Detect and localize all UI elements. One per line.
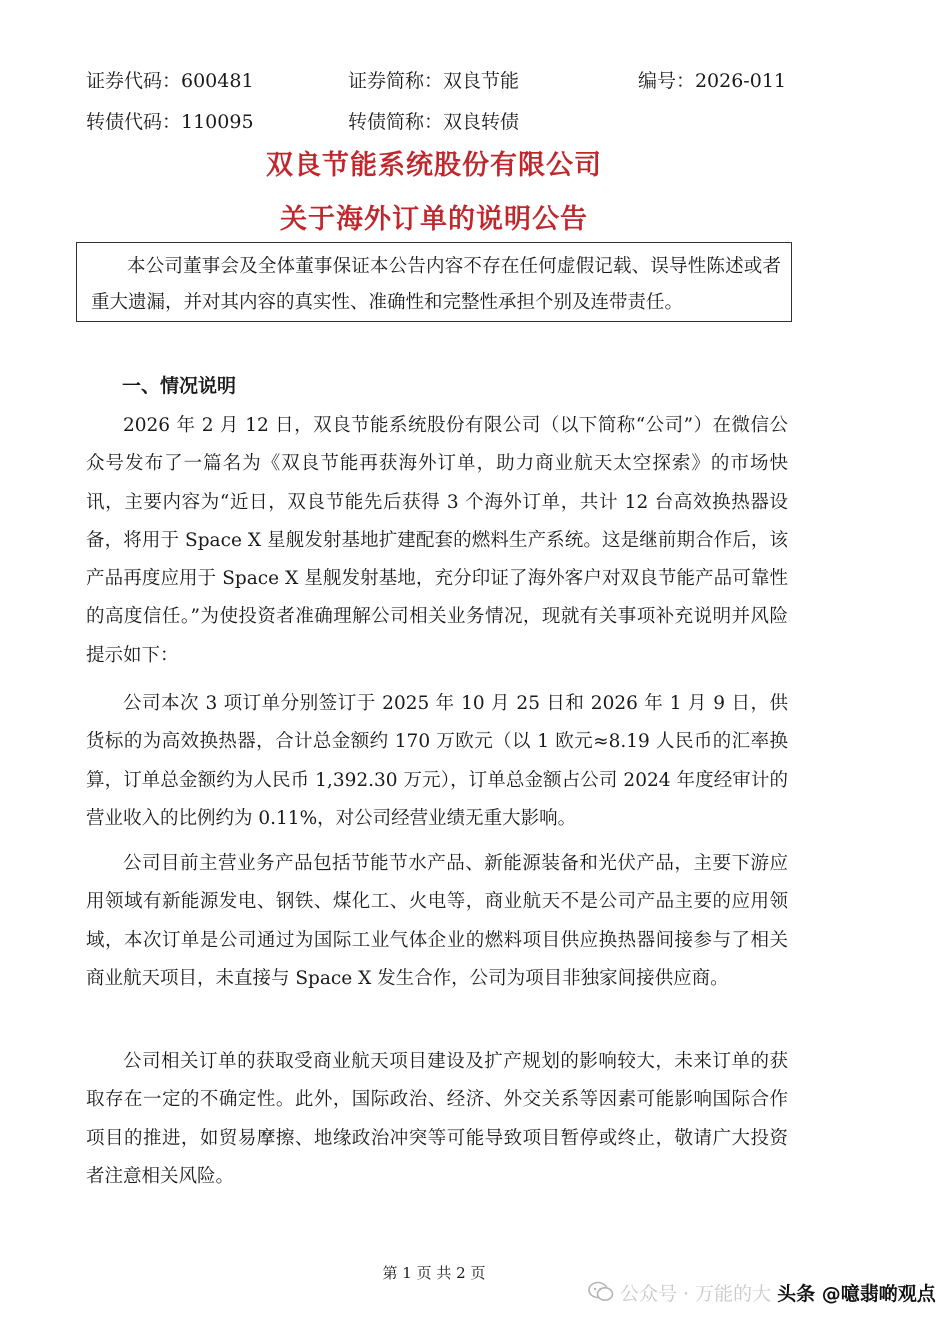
announcement-title: 关于海外订单的说明公告 <box>280 204 588 235</box>
announcement-number: 编号：2026-011 <box>637 70 786 92</box>
stock-name: 证券简称：双良节能 <box>348 70 520 92</box>
page-number: 第 1 页 共 2 页 <box>382 1264 486 1282</box>
header-row-2 <box>86 107 786 137</box>
watermark <box>588 1276 936 1308</box>
paragraph-text: 公司本次 3 项订单分别签订于 2025 年 10 月 25 日和 2026 年 1 月 9 日，供货标的为高效换热器，合计总金额约 170 万欧元（以 1 欧元≈8.19 人民币的汇率换算，订单总金额约为人民币 1,392.30 万元），订单总金额占公司 2024 年度经审计的营业收入的比例约为 0.11%，对公司经营业绩无重大影响。 <box>86 693 788 829</box>
company-title: 双良节能系统股份有限公司 <box>266 150 602 181</box>
paragraph-3 <box>86 845 788 998</box>
paragraph-1 <box>86 407 788 675</box>
watermark-source: 头条 @噫翡啲观点 <box>777 1282 936 1305</box>
paragraph-text: 公司目前主营业务产品包括节能节水产品、新能源装备和光伏产品，主要下游应用领域有新能源发电、钢铁、煤化工、火电等，商业航天不是公司产品主要的应用领域，本次订单是公司通过为国际工业气体企业的燃料项目供应换热器间接参与了相关商业航天项目，未直接与 Space X 发生合作，公司为项目非独家间接供应商。 <box>86 853 788 989</box>
paragraph-4 <box>86 1043 788 1196</box>
bond-name: 转债简称：双良转债 <box>348 111 520 133</box>
wechat-icon <box>588 1281 614 1303</box>
paragraph-text: 公司相关订单的获取受商业航天项目建设及扩产规划的影响较大，未来订单的获取存在一定的不确定性。此外，国际政治、经济、外交关系等因素可能影响国际合作项目的推进，如贸易摩擦、地缘政治冲突等可能导致项目暂停或终止，敬请广大投资者注意相关风险。 <box>86 1051 788 1187</box>
board-statement-box: 本公司董事会及全体董事保证本公告内容不存在任何虚假记载、误导性陈述或者重大遗漏，并对其内容的真实性、准确性和完整性承担个别及连带责任。 <box>76 242 792 322</box>
stock-code: 证券代码：600481 <box>86 70 254 92</box>
bond-code: 转债代码：110095 <box>86 111 254 133</box>
paragraph-text: 2026 年 2 月 12 日，双良节能系统股份有限公司（以下简称“公司”）在微信公众号发布了一篇名为《双良节能再获海外订单，助力商业航天太空探索》的市场快讯，主要内容为“近日，双良节能先后获得 3 个海外订单，共计 12 台高效换热器设备，将用于 Space X 星舰发射基地扩建配套的燃料生产系统。这是继前期合作后，该产品再度应用于 Space X 星舰发射基地，充分印证了海外客户对双良节能产品可靠性的高度信任。”为使投资者准确理解公司相关业务情况，现就有关事项补充说明并风险提示如下： <box>86 415 788 666</box>
header-row-1 <box>86 66 786 96</box>
watermark-faded-text: 公众号 · 万能的大 <box>620 1282 772 1305</box>
paragraph-2 <box>86 685 788 838</box>
section-heading: 一、情况说明 <box>122 375 237 397</box>
